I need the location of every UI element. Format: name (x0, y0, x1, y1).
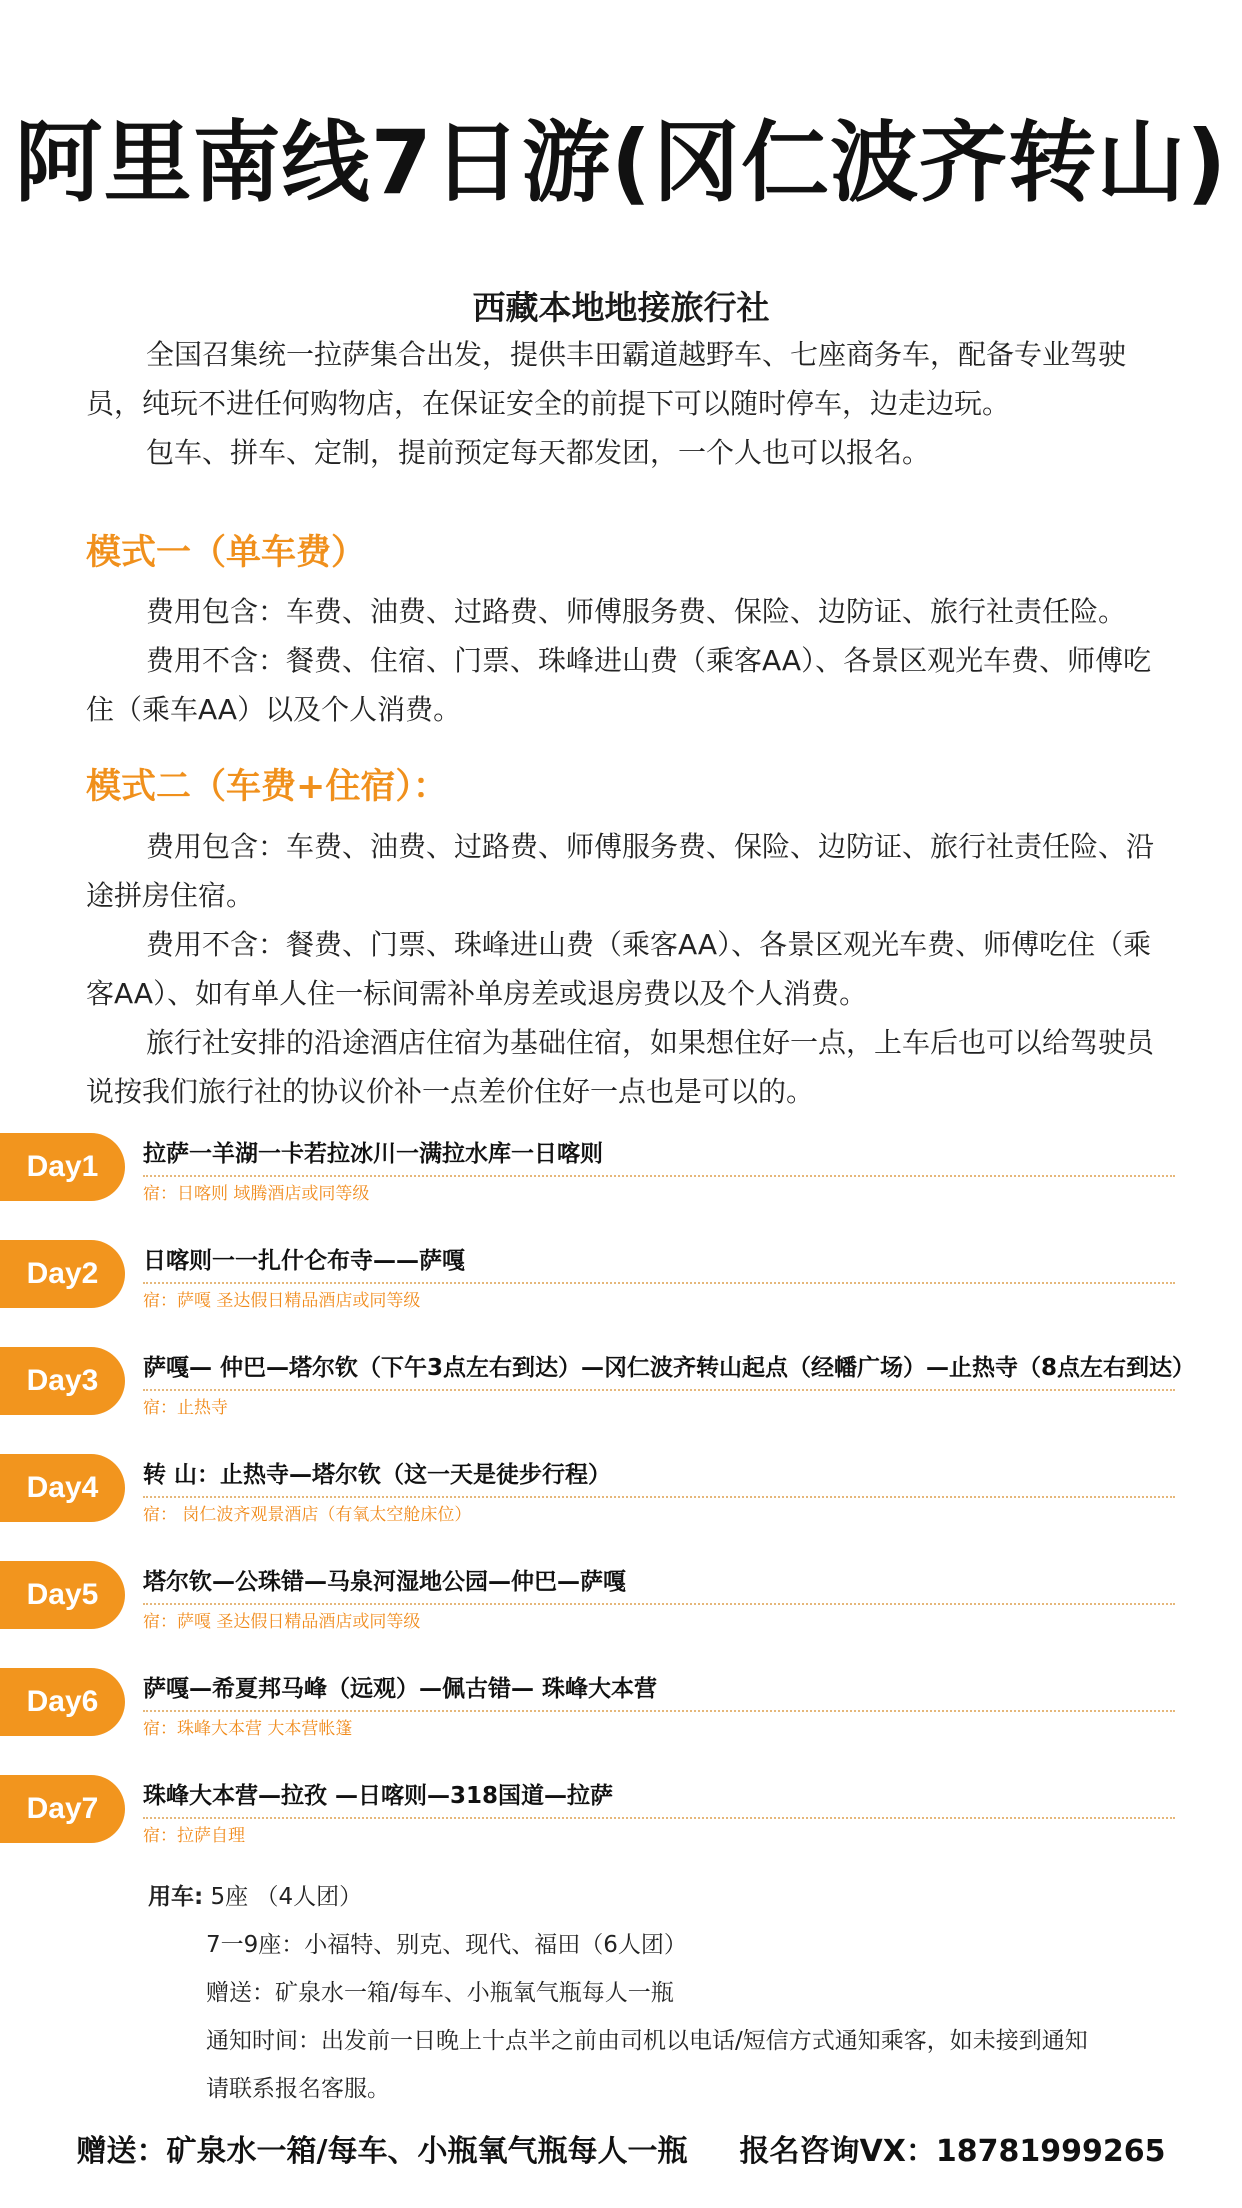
mode2-section (86, 822, 1166, 1116)
day-badge: Day3 (0, 1347, 125, 1415)
dotted-divider (143, 1710, 1175, 1712)
mode2-excluded: 费用不含：餐费、门票、珠峰进山费（乘客AA）、各景区观光车费、师傅吃住（乘客AA）、如有单人住一标间需补单房差或退房费以及个人消费。 (86, 928, 1152, 1010)
mode2-included: 费用包含：车费、油费、过路费、师傅服务费、保险、边防证、旅行社责任险、沿途拼房住宿。 (86, 830, 1155, 912)
vehicle-section (148, 1873, 1158, 2113)
mode2-note: 旅行社安排的沿途酒店住宿为基础住宿，如果想住好一点，上车后也可以给驾驶员说按我们旅行社的协议价补一点差价住好一点也是可以的。 (86, 1026, 1155, 1108)
itinerary-day (0, 1775, 1242, 1855)
day-route: 塔尔钦—公珠错—马泉河湿地公园—仲巴—萨嘎 (143, 1569, 626, 1595)
intro-paragraph: 全国召集统一拉萨集合出发，提供丰田霸道越野车、七座商务车，配备专业驾驶员，纯玩不进任何购物店，在保证安全的前提下可以随时停车，边走边玩。 (86, 338, 1127, 420)
day-route: 萨嘎— 仲巴—塔尔钦（下午3点左右到达）—冈仁波齐转山起点（经幡广场）—止热寺（8点左右到达） (143, 1355, 1196, 1381)
vehicle-value: 5座 （4人团） (203, 1884, 363, 1910)
intro-paragraph: 包车、拼车、定制，提前预定每天都发团，一个人也可以报名。 (146, 436, 931, 469)
notice-line: 请联系报名客服。 (206, 2076, 390, 2102)
mode2-heading: 模式二（车费+住宿）： (86, 767, 448, 807)
day-badge: Day1 (0, 1133, 125, 1201)
day-stay: 宿： 岗仁波齐观景酒店（有氧太空舱床位） (143, 1505, 472, 1525)
mode1-heading: 模式一（单车费） (86, 533, 367, 573)
itinerary-day (0, 1133, 1242, 1213)
day-badge: Day6 (0, 1668, 125, 1736)
day-stay: 宿：日喀则 域腾酒店或同等级 (143, 1184, 370, 1204)
day-stay: 宿：萨嘎 圣达假日精品酒店或同等级 (143, 1291, 421, 1311)
itinerary-day (0, 1454, 1242, 1534)
dotted-divider (143, 1175, 1175, 1177)
day-stay: 宿：止热寺 (143, 1398, 228, 1418)
day-route: 日喀则一一扎什仑布寺——萨嘎 (143, 1248, 465, 1274)
vehicle-line (148, 1873, 1158, 1921)
dotted-divider (143, 1496, 1175, 1498)
day-route: 拉萨一羊湖一卡若拉冰川一满拉水库一日喀则 (143, 1141, 603, 1167)
itinerary-day (0, 1668, 1242, 1748)
itinerary-day (0, 1240, 1242, 1320)
day-route: 珠峰大本营—拉孜 —日喀则—318国道—拉萨 (143, 1783, 614, 1809)
day-stay: 宿：珠峰大本营 大本营帐篷 (143, 1719, 353, 1739)
dotted-divider (143, 1603, 1175, 1605)
day-badge: Day5 (0, 1561, 125, 1629)
day-stay: 宿：萨嘎 圣达假日精品酒店或同等级 (143, 1612, 421, 1632)
itinerary-day (0, 1347, 1242, 1427)
footer (0, 2130, 1242, 2174)
dotted-divider (143, 1389, 1175, 1391)
vehicle-line: 7一9座：小福特、别克、现代、福田（6人团） (206, 1932, 687, 1958)
footer-contact: 报名咨询VX：18781999265 (739, 2134, 1166, 2169)
dotted-divider (143, 1817, 1175, 1819)
day-route: 转 山：止热寺—塔尔钦（这一天是徒步行程） (143, 1462, 612, 1488)
day-badge: Day7 (0, 1775, 125, 1843)
page-title: 阿里南线7日游(冈仁波齐转山) (14, 111, 1228, 214)
mode1-excluded: 费用不含：餐费、住宿、门票、珠峰进山费（乘客AA）、各景区观光车费、师傅吃住（乘车AA）以及个人消费。 (86, 644, 1152, 726)
day-badge: Day4 (0, 1454, 125, 1522)
day-route: 萨嘎—希夏邦马峰（远观）—佩古错— 珠峰大本营 (143, 1676, 658, 1702)
day-badge: Day2 (0, 1240, 125, 1308)
gift-line: 赠送：矿泉水一箱/每车、小瓶氧气瓶每人一瓶 (206, 1980, 674, 2006)
agency-heading: 西藏本地地接旅行社 (472, 288, 770, 327)
day-stay: 宿：拉萨自理 (143, 1826, 245, 1846)
dotted-divider (143, 1282, 1175, 1284)
itinerary-day (0, 1561, 1242, 1641)
notice-line: 通知时间：出发前一日晚上十点半之前由司机以电话/短信方式通知乘客，如未接到通知 (206, 2028, 1088, 2054)
vehicle-key: 用车: (148, 1884, 204, 1910)
mode1-section (86, 587, 1166, 734)
mode1-included: 费用包含：车费、油费、过路费、师傅服务费、保险、边防证、旅行社责任险。 (146, 595, 1127, 628)
footer-gift: 赠送：矿泉水一箱/每车、小瓶氧气瓶每人一瓶 (76, 2134, 688, 2169)
intro-section (86, 330, 1166, 477)
